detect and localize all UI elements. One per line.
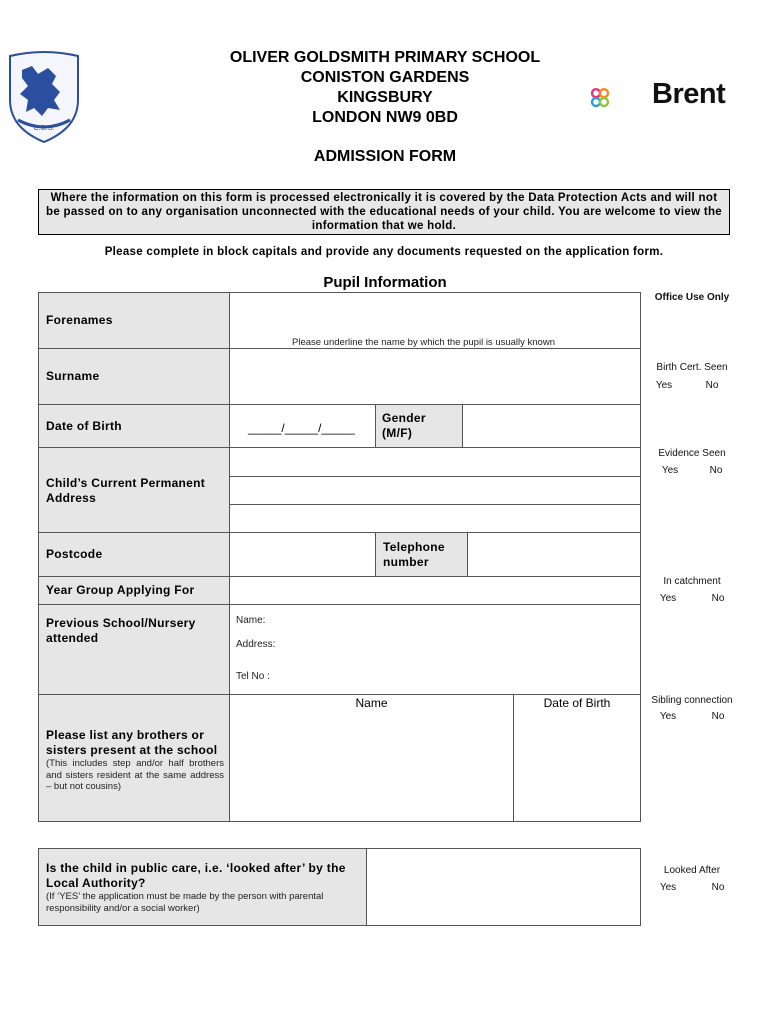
brent-logo-icon xyxy=(588,70,652,126)
gender-label: Gender (M/F) xyxy=(382,411,426,440)
office-catchment-yes[interactable]: Yes xyxy=(659,593,677,604)
address-line-3-input[interactable] xyxy=(229,504,641,533)
looked-after-label: Is the child in public care, i.e. ‘looked after’ by the Local Authority? xyxy=(46,861,346,890)
office-catchment: In catchment xyxy=(663,576,721,587)
surname-input[interactable] xyxy=(229,348,641,405)
year-group-input[interactable] xyxy=(229,576,641,605)
address-line-2-input[interactable] xyxy=(229,476,641,505)
gender-label-cell xyxy=(375,404,463,448)
office-evidence-no[interactable]: No xyxy=(709,465,723,476)
sibling-dob-header: Date of Birth xyxy=(543,696,611,710)
office-evidence: Evidence Seen xyxy=(658,448,726,459)
sibling-name-input[interactable] xyxy=(229,694,514,822)
year-group-label-cell xyxy=(38,576,230,605)
year-group-label: Year Group Applying For xyxy=(46,583,195,597)
office-sibling-yes[interactable]: Yes xyxy=(659,711,677,722)
prev-school-address: Address: xyxy=(236,639,276,650)
office-birth-cert-yes[interactable]: Yes xyxy=(655,380,673,391)
office-catchment-no[interactable]: No xyxy=(711,593,725,604)
prev-school-label: Previous School/Nursery attended xyxy=(46,616,196,645)
dob-input[interactable] xyxy=(229,404,376,448)
address-line-1-input[interactable] xyxy=(229,447,641,477)
looked-after-label-cell xyxy=(38,848,367,926)
dob-label-cell xyxy=(38,404,230,448)
street-line: CONISTON GARDENS xyxy=(300,69,470,86)
office-looked-after-no[interactable]: No xyxy=(711,882,725,893)
office-birth-cert: Birth Cert. Seen xyxy=(656,362,728,373)
postcode-input[interactable] xyxy=(229,532,376,577)
brent-logo-text: Brent xyxy=(652,78,726,110)
forenames-input[interactable] xyxy=(229,292,641,349)
school-name: OLIVER GOLDSMITH PRIMARY SCHOOL xyxy=(229,49,541,66)
address-label-cell xyxy=(38,447,230,533)
telephone-label: Telephone number xyxy=(383,540,445,569)
office-sibling-no[interactable]: No xyxy=(711,711,725,722)
gender-input[interactable] xyxy=(462,404,641,448)
siblings-note: (This includes step and/or half brothers and sisters resident at the same address – but not cousins) xyxy=(46,758,224,792)
office-birth-cert-no[interactable]: No xyxy=(705,380,719,391)
city-line: LONDON NW9 0BD xyxy=(312,109,458,126)
crest-motto: C.G.S. xyxy=(33,125,55,132)
office-looked-after: Looked After xyxy=(663,865,721,876)
postcode-label-cell xyxy=(38,532,230,577)
section-title: Pupil Information xyxy=(323,274,447,291)
telephone-input[interactable] xyxy=(467,532,641,577)
school-crest-logo xyxy=(4,48,84,144)
siblings-label-cell xyxy=(38,694,230,822)
prev-school-tel: Tel No : xyxy=(236,671,270,682)
office-looked-after-yes[interactable]: Yes xyxy=(659,882,677,893)
dob-label: Date of Birth xyxy=(46,419,122,433)
forenames-label-cell xyxy=(38,292,230,349)
data-protection-notice: Where the information on this form is processed electronically it is covered by the Data Protection Acts and will not be passed on to any organisation unconnected with the educational needs of your child. You are welcome to view the information that we hold. xyxy=(38,189,730,235)
prev-school-label-cell xyxy=(38,604,230,695)
office-use-title: Office Use Only xyxy=(654,292,730,303)
instruction-text: Please complete in block capitals and provide any documents requested on the application form. xyxy=(104,246,664,258)
telephone-label-cell xyxy=(375,532,468,577)
school-address-block xyxy=(180,48,590,128)
prev-school-name: Name: xyxy=(236,615,266,626)
address-label: Child’s Current Permanent Address xyxy=(46,476,206,505)
postcode-label: Postcode xyxy=(46,547,103,561)
looked-after-note: (If ‘YES’ the application must be made by the person with parental responsibility and/or a social worker) xyxy=(46,891,324,914)
sibling-name-header: Name xyxy=(355,696,388,710)
area-line: KINGSBURY xyxy=(337,89,433,106)
looked-after-input[interactable] xyxy=(366,848,641,926)
office-sibling: Sibling connection xyxy=(651,695,733,706)
surname-label-cell xyxy=(38,348,230,405)
dob-placeholder: _____/_____/_____ xyxy=(248,421,355,435)
siblings-label: Please list any brothers or sisters present at the school xyxy=(46,728,218,757)
surname-label: Surname xyxy=(46,369,100,383)
forenames-note: Please underline the name by which the pupil is usually known xyxy=(292,337,555,348)
forenames-label: Forenames xyxy=(46,313,113,327)
form-title: ADMISSION FORM xyxy=(313,148,457,165)
office-evidence-yes[interactable]: Yes xyxy=(661,465,679,476)
sibling-dob-input[interactable] xyxy=(513,694,641,822)
prev-school-input[interactable] xyxy=(229,604,641,695)
